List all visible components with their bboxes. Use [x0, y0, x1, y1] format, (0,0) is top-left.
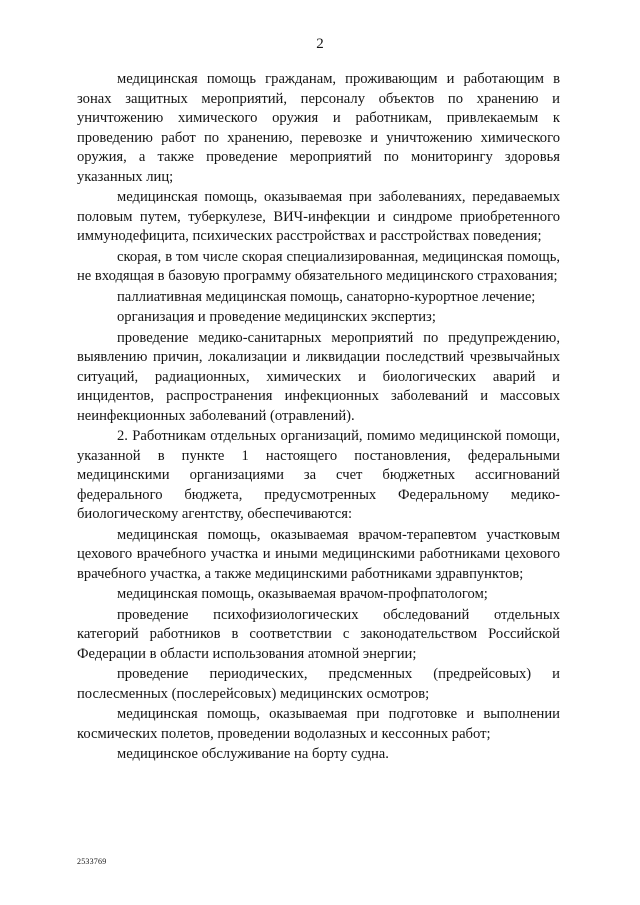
paragraph-emergency-care: скорая, в том числе скорая специализированная, медицинская помощь, не входящая в базовую программу обязательного медицинского страхования; [77, 248, 560, 284]
paragraph-occupational-pathologist: медицинская помощь, оказываемая врачом-профпатологом; [117, 586, 488, 602]
paragraph-onboard-service: медицинское обслуживание на борту судна. [117, 746, 389, 762]
document-code: 2533769 [77, 857, 107, 866]
paragraph-periodic-exams: проведение периодических, предсменных (предрейсовых) и послесменных (послерейсовых) медицинских осмотров; [77, 666, 560, 702]
page-number: 2 [316, 36, 324, 52]
paragraph-diseases: медицинская помощь, оказываемая при заболеваниях, передаваемых половым путем, туберкулезе, ВИЧ-инфекции и синдроме приобретенного иммунодефицита, психических расстройствах и расстройствах поведения; [77, 189, 560, 244]
paragraph-palliative-care: паллиативная медицинская помощь, санаторно-курортное лечение; [117, 288, 536, 305]
paragraph-chemical-weapons: медицинская помощь гражданам, проживающим и работающим в зонах защитных мероприятий, персоналу объектов по хранению и уничтожению химического оружия и работникам, привлекаемым к проведению работ по хранению, перевозке и уничтожению химического оружия, а также проведение мероприятий по мониторингу здоровья указанных лиц; [77, 71, 560, 185]
paragraph-space-diving: медицинская помощь, оказываемая при подготовке и выполнении космических полетов, проведении водолазных и кессонных работ; [77, 706, 560, 742]
paragraph-psychophysiological-exams: проведение психофизиологических обследований отдельных категорий работников в соответствии с законодательством Российской Федерации в области использования атомной энергии; [77, 606, 560, 662]
document-body [77, 70, 560, 766]
paragraph-workshop-therapist: медицинская помощь, оказываемая врачом-терапевтом участковым цехового врачебного участка и иными медицинскими работниками цехового врачебного участка, а также медицинскими работниками здравпунктов; [77, 526, 560, 582]
paragraph-medical-expertise: организация и проведение медицинских экспертиз; [117, 309, 436, 325]
paragraph-sanitary-measures: проведение медико-санитарных мероприятий по предупреждению, выявлению причин, локализации и ликвидации последствий чрезвычайных ситуаций, радиационных, химических и биологических аварий и инцидентов, распространения инфекционных заболеваний и массовых неинфекционных заболеваний (отравлений). [77, 329, 560, 424]
paragraph-section-2: 2. Работникам отдельных организаций, помимо медицинской помощи, указанной в пункте 1 настоящего постановления, федеральными медицинскими организациями за счет бюджетных ассигнований федерального бюджета, предусмотренных Федеральному медико-биологическому агентству, обеспечиваются: [77, 428, 560, 522]
